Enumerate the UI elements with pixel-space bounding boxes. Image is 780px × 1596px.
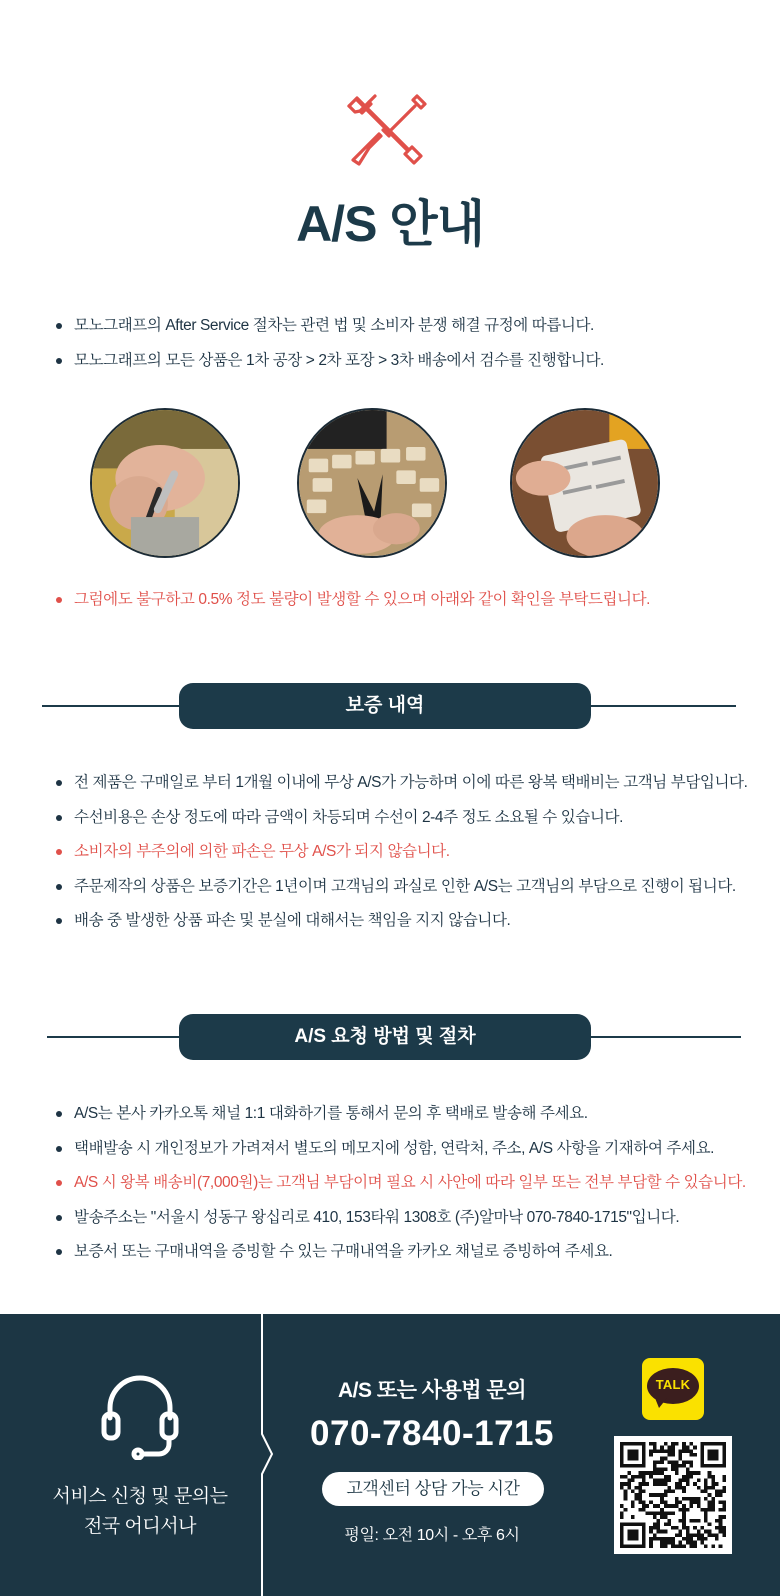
footer-divider <box>250 1314 274 1596</box>
inspection-photos <box>0 408 780 558</box>
procedure-header <box>47 1014 741 1060</box>
contact-title: A/S 또는 사용법 문의 <box>337 1379 526 1402</box>
list-item: 택배발송 시 개인정보가 가려져서 별도의 메모지에 성함, 연락처, 주소, A/S 사항을 기재하여 주세요. <box>54 1139 746 1174</box>
procedure-title: A/S 요청 방법 및 절차 <box>179 1014 591 1060</box>
list-item: 발송주소는 "서울시 성동구 왕십리로 410, 153타워 1308호 (주)알마낙 070-7840-1715"입니다. <box>54 1208 746 1243</box>
phone-number[interactable]: 070-7840-1715 <box>310 1414 554 1453</box>
service-availability <box>40 1482 240 1542</box>
qr-code-graphic <box>620 1442 726 1548</box>
footer-left-line1: 서비스 신청 및 문의는 <box>52 1486 228 1507</box>
qr-code[interactable] <box>614 1436 732 1554</box>
contact-footer <box>0 1314 780 1596</box>
notice-list <box>54 590 650 625</box>
list-item: 소비자의 부주의에 의한 파손은 무상 A/S가 되지 않습니다. <box>54 842 748 877</box>
list-item: 수선비용은 손상 정도에 따라 금액이 차등되며 수선이 2-4주 정도 소요될 수 있습니다. <box>54 808 748 843</box>
hero <box>0 0 780 260</box>
list-item: A/S 시 왕복 배송비(7,000원)는 고객님 부담이며 필요 시 사안에 따라 일부 또는 전부 부담할 수 있습니다. <box>54 1173 746 1208</box>
procedure-list <box>54 1104 746 1277</box>
wrench-screwdriver-icon <box>345 92 429 170</box>
page-title: A/S 안내 <box>296 196 484 252</box>
business-hours: 평일: 오전 10시 - 오후 6시 <box>344 1527 520 1544</box>
notice-text: 그럼에도 불구하고 0.5% 정도 불량이 발생할 수 있으며 아래와 같이 확인을 부탁드립니다. <box>54 590 650 625</box>
list-item: A/S는 본사 카카오톡 채널 1:1 대화하기를 통해서 문의 후 택배로 발송해 주세요. <box>54 1104 746 1139</box>
footer-left-line2: 전국 어디서나 <box>84 1516 196 1537</box>
list-item: 모노그래프의 After Service 절차는 관련 법 및 소비자 분쟁 해결 규정에 따릅니다. <box>54 316 604 351</box>
intro-list <box>54 316 604 385</box>
hours-label-badge: 고객센터 상담 가능 시간 <box>322 1472 544 1506</box>
warranty-title: 보증 내역 <box>179 683 591 729</box>
inspection-photo-2 <box>297 408 447 558</box>
list-item: 주문제작의 상품은 보증기간은 1년이며 고객님의 과실로 인한 A/S는 고객님의 부담으로 진행이 됩니다. <box>54 877 748 912</box>
list-item: 모노그래프의 모든 상품은 1차 공장 > 2차 포장 > 3차 배송에서 검수를 진행합니다. <box>54 351 604 386</box>
kakao-label: TALK <box>655 1377 691 1392</box>
headset-icon <box>100 1370 180 1460</box>
list-item: 보증서 또는 구매내역을 증빙할 수 있는 구매내역을 카카오 채널로 증빙하여 주세요. <box>54 1242 746 1277</box>
list-item: 전 제품은 구매일로 부터 1개월 이내에 무상 A/S가 가능하며 이에 따른 왕복 택배비는 고객님 부담입니다. <box>54 773 748 808</box>
warranty-header <box>42 683 736 729</box>
list-item: 배송 중 발생한 상품 파손 및 분실에 대해서는 책임을 지지 않습니다. <box>54 911 748 946</box>
inspection-photo-3 <box>510 408 660 558</box>
kakao-talk-icon[interactable] <box>642 1358 704 1420</box>
inspection-photo-1 <box>90 408 240 558</box>
warranty-list <box>54 773 748 946</box>
